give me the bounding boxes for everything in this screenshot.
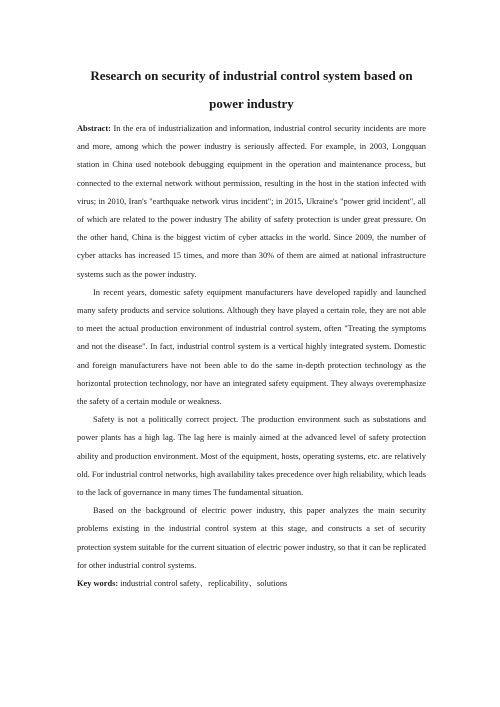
keywords-line bbox=[77, 575, 426, 593]
paper-title bbox=[77, 62, 426, 118]
paper-page bbox=[77, 62, 426, 593]
body-paragraph-2: In recent years, domestic safety equipment manufacturers have developed rapidly and launched many safety products and service solutions. Although they have played a certain role, they are not able to meet the actual production environment of industrial control system, often "Treating the symptoms and not the disease". In fact, industrial control system is a vertical highly integrated system. Domestic and foreign manufacturers have not been able to do the same in-depth protection technology as the horizontal protection technology, nor have an integrated safety equipment. They always overemphasize the safety of a certain module or weakness. bbox=[77, 287, 426, 407]
body-paragraph-3: Safety is not a politically correct project. The production environment such as substations and power plants has a high lag. The lag here is mainly aimed at the advanced level of safety protection ability and production environment. Most of the equipment, hosts, operating systems, etc. are relatively old. For industrial control networks, high availability takes precedence over high reliability, which leads to the lack of governance in many times The fundamental situation. bbox=[77, 415, 426, 498]
body-paragraph-4: Based on the background of electric power industry, this paper analyzes the main security problems existing in the industrial control system at this stage, and constructs a set of security protection system suitable for the current situation of electric power industry, so that it can be replicated for other industrial control systems. bbox=[77, 506, 426, 570]
abstract-text: In the era of industrialization and information, industrial control security incidents are more and more, among which the power industry is seriously affected. For example, in 2003, Longquan station in China used notebook debugging equipment in the operation and maintenance process, but connected to the external network without permission, resulting in the host in the station infected with virus; in 2010, Iran's "earthquake network virus incident"; in 2015, Ukraine's "power grid incident", all of which are related to the power industry The ability of safety protection is under great pressure. On the other hand, China is the biggest victim of cyber attacks in the world. Since 2009, the number of cyber attacks has increased 15 times, and more than 30% of them are aimed at national infrastructure systems such as the power industry. bbox=[77, 124, 426, 279]
keywords-text: industrial control safety、replicability、solutions bbox=[118, 579, 288, 589]
paper-title-line-1: Research on security of industrial control system based on bbox=[90, 68, 413, 83]
keywords-label: Key words: bbox=[77, 579, 119, 589]
paper-title-line-2: power industry bbox=[209, 96, 294, 111]
abstract-label: Abstract: bbox=[77, 124, 111, 133]
abstract-paragraph bbox=[77, 120, 426, 284]
